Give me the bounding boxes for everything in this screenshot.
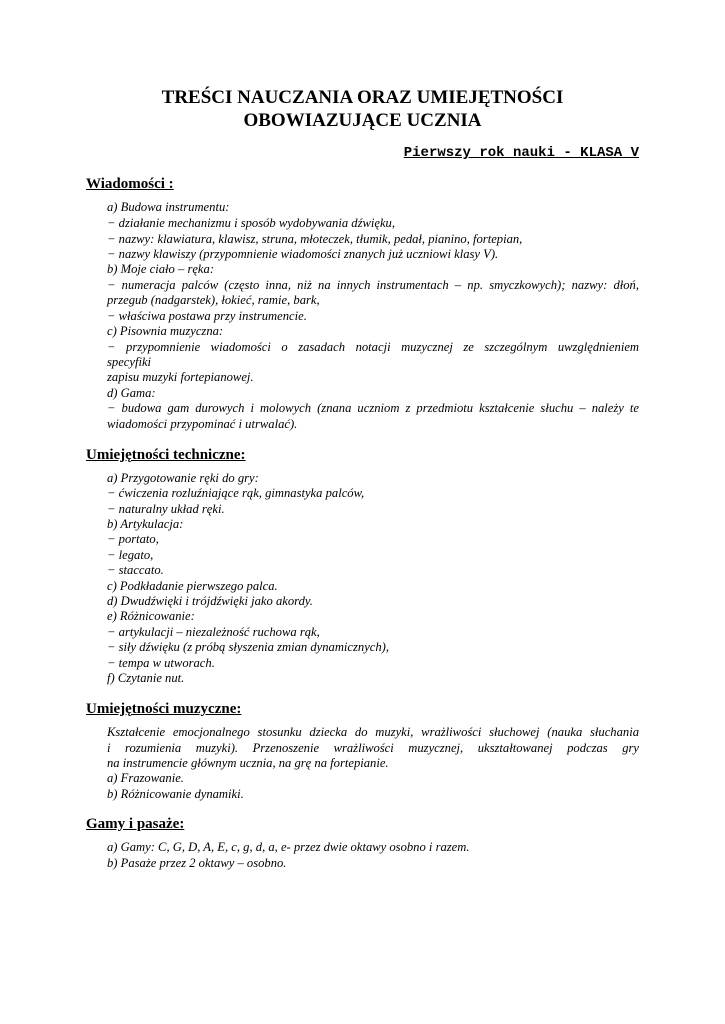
section-heading-gamy: Gamy i pasaże: (86, 816, 185, 832)
text-line: − przypomnienie wiadomości o zasadach notacji muzycznej ze szczególnym uwzględnieniem (107, 340, 639, 354)
text-line: − ćwiczenia rozluźniające rąk, gimnastyka palców, (107, 486, 365, 500)
text-line: − legato, (107, 548, 154, 562)
text-line: a) Frazowanie. (107, 771, 184, 785)
text-line: zapisu muzyki fortepianowej. (107, 370, 254, 384)
text-line: d) Dwudźwięki i trójdźwięki jako akordy. (107, 594, 313, 608)
text-line: − siły dźwięku (z próbą słyszenia zmian dynamicznych), (107, 640, 390, 654)
document-title-line2: OBOWIAZUJĄCE UCZNIA (243, 110, 482, 131)
text-line: − artykulacji – niezależność ruchowa rąk, (107, 625, 320, 639)
text-line: − działanie mechanizmu i sposób wydobywania dźwięku, (107, 216, 395, 230)
text-line: a) Przygotowanie ręki do gry: (107, 471, 259, 485)
text-line: − portato, (107, 532, 159, 546)
section-heading-techniczne: Umiejętności techniczne: (86, 447, 246, 463)
text-line: i rozumienia muzyki). Przenoszenie wrażliwości muzycznej, ukształtowanej podczas gry (107, 741, 639, 755)
text-line: a) Gamy: C, G, D, A, E, c, g, d, a, e- przez dwie oktawy osobno i razem. (107, 840, 470, 854)
text-line: b) Artykulacja: (107, 517, 184, 531)
text-line: − właściwa postawa przy instrumencie. (107, 309, 307, 323)
text-line: na instrumencie głównym ucznia, na grę na fortepianie. (107, 756, 389, 770)
text-line: − naturalny układ ręki. (107, 502, 225, 516)
text-line: − staccato. (107, 563, 164, 577)
text-line: − nazwy: klawiatura, klawisz, struna, młoteczek, tłumik, pedał, pianino, fortepian, (107, 232, 523, 246)
section-heading-muzyczne: Umiejętności muzyczne: (86, 701, 242, 717)
text-line: f) Czytanie nut. (107, 671, 185, 685)
text-line: − budowa gam durowych i molowych (znana uczniom z przedmiotu kształcenie słuchu – należy te (107, 401, 639, 415)
text-line: przegub (nadgarstek), łokieć, ramie, bark, (107, 293, 320, 307)
text-line: Kształcenie emocjonalnego stosunku dziecka do muzyki, wrażliwości słuchowej (nauka słuchania (107, 725, 639, 739)
text-line: − numeracja palców (często inna, niż na innych instrumentach – np. smyczkowych); nazwy: dłoń, (107, 278, 639, 292)
text-line: − tempa w utworach. (107, 656, 215, 670)
text-line: b) Pasaże przez 2 oktawy – osobno. (107, 856, 287, 870)
text-line: d) Gama: (107, 386, 156, 400)
text-line: − nazwy klawiszy (przypomnienie wiadomości znanych już uczniowi klasy V). (107, 247, 499, 261)
document-subtitle: Pierwszy rok nauki - KLASA V (403, 145, 639, 161)
text-line: e) Różnicowanie: (107, 609, 195, 623)
document-title-line1: TREŚCI NAUCZANIA ORAZ UMIEJĘTNOŚCI (161, 87, 564, 108)
text-line: a) Budowa instrumentu: (107, 200, 230, 214)
text-line: b) Różnicowanie dynamiki. (107, 787, 244, 801)
text-line: specyfiki (107, 355, 152, 369)
text-line: wiadomości przypominać i utrwalać). (107, 417, 298, 431)
text-line: c) Podkładanie pierwszego palca. (107, 579, 278, 593)
text-line: b) Moje ciało – ręka: (107, 262, 215, 276)
section-heading-wiadomosci: Wiadomości : (86, 176, 174, 192)
text-line: c) Pisownia muzyczna: (107, 324, 224, 338)
